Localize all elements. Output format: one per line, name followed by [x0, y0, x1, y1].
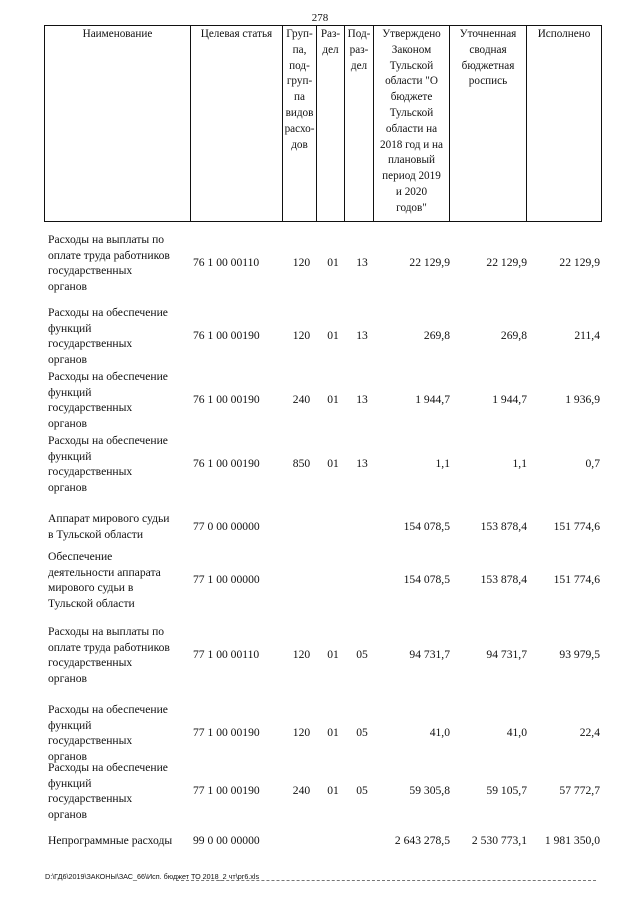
row-name: Расходы на обеспечение функций государственных органов [48, 434, 168, 494]
table-header [44, 25, 602, 222]
row-name: Расходы на обеспечение функций государственных органов [48, 761, 168, 821]
page-number: 278 [311, 12, 329, 24]
row-name: Расходы на обеспечение функций государственных органов [48, 703, 168, 763]
row-subsection: 05 [356, 726, 368, 739]
row-section: 01 [327, 256, 339, 269]
row-expense-group: 120 [292, 256, 311, 269]
row-target-article: 76 1 00 00190 [193, 393, 260, 406]
row-approved: 59 305,8 [409, 784, 450, 797]
header-target-article: Целевая статья [191, 26, 283, 222]
header-approved: Утверждено Законом Тульской области "О бюджете Тульской области на 2018 год и на плановый период 2019 и 2020 годов" [374, 26, 450, 222]
row-specified: 22 129,9 [486, 256, 527, 269]
row-expense-group: 240 [292, 784, 311, 797]
row-specified: 269,8 [500, 329, 527, 342]
row-executed: 22,4 [579, 726, 600, 739]
header-subsection: Под- раз- дел [345, 26, 374, 222]
row-name: Расходы на обеспечение функций государственных органов [48, 370, 168, 430]
header-section: Раз- дел [317, 26, 345, 222]
row-section: 01 [327, 784, 339, 797]
row-target-article: 77 0 00 00000 [193, 520, 260, 533]
row-approved: 269,8 [423, 329, 450, 342]
header-specified: Уточненная сводная бюджетная роспись [450, 26, 527, 222]
row-subsection: 13 [356, 329, 368, 342]
row-name: Расходы на выплаты по оплате труда работников государственных органов [48, 233, 170, 293]
row-subsection: 13 [356, 256, 368, 269]
row-executed: 151 774,6 [553, 573, 600, 586]
row-approved: 2 643 278,5 [394, 834, 450, 847]
row-target-article: 77 1 00 00190 [193, 784, 260, 797]
row-target-article: 77 1 00 00110 [193, 648, 260, 661]
header-executed: Исполнено [527, 26, 602, 222]
row-executed: 0,7 [585, 457, 600, 470]
row-section: 01 [327, 393, 339, 406]
header-name: Наименование [45, 26, 191, 222]
footer-divider [176, 880, 596, 882]
row-section: 01 [327, 329, 339, 342]
row-target-article: 99 0 00 00000 [193, 834, 260, 847]
row-executed: 151 774,6 [553, 520, 600, 533]
row-target-article: 76 1 00 00110 [193, 256, 260, 269]
row-name: Расходы на выплаты по оплате труда работников государственных органов [48, 625, 170, 685]
row-target-article: 77 1 00 00000 [193, 573, 260, 586]
row-specified: 1,1 [512, 457, 527, 470]
row-approved: 1,1 [435, 457, 450, 470]
row-specified: 41,0 [506, 726, 527, 739]
row-section: 01 [327, 726, 339, 739]
row-name: Обеспечение деятельности аппарата мирового судьи в Тульской области [48, 550, 161, 610]
footer-file-path: D:\ГД6\2019\ЗАКОНЫ\ЗАС_66\Исп. бюджет ТО 2018_2 чт\рг6.xls [45, 872, 260, 881]
row-subsection: 13 [356, 457, 368, 470]
row-approved: 22 129,9 [409, 256, 450, 269]
row-subsection: 05 [356, 784, 368, 797]
header-expense-group: Груп- па, под- груп- па видов расхо- дов [283, 26, 317, 222]
row-executed: 1 981 350,0 [544, 834, 600, 847]
row-specified: 59 105,7 [486, 784, 527, 797]
row-executed: 1 936,9 [565, 393, 600, 406]
row-approved: 94 731,7 [409, 648, 450, 661]
row-approved: 1 944,7 [415, 393, 450, 406]
row-executed: 93 979,5 [559, 648, 600, 661]
row-section: 01 [327, 457, 339, 470]
row-expense-group: 120 [292, 648, 311, 661]
row-expense-group: 240 [292, 393, 311, 406]
row-specified: 2 530 773,1 [471, 834, 527, 847]
row-target-article: 76 1 00 00190 [193, 457, 260, 470]
row-expense-group: 120 [292, 726, 311, 739]
row-name: Аппарат мирового судьи в Тульской области [48, 512, 170, 541]
row-specified: 1 944,7 [492, 393, 527, 406]
row-approved: 154 078,5 [403, 573, 450, 586]
row-section: 01 [327, 648, 339, 661]
row-approved: 154 078,5 [403, 520, 450, 533]
row-specified: 153 878,4 [480, 520, 527, 533]
row-executed: 57 772,7 [559, 784, 600, 797]
row-name: Расходы на обеспечение функций государственных органов [48, 306, 168, 366]
row-approved: 41,0 [429, 726, 450, 739]
row-expense-group: 120 [292, 329, 311, 342]
row-subsection: 05 [356, 648, 368, 661]
row-executed: 22 129,9 [559, 256, 600, 269]
row-target-article: 76 1 00 00190 [193, 329, 260, 342]
row-specified: 94 731,7 [486, 648, 527, 661]
row-specified: 153 878,4 [480, 573, 527, 586]
row-target-article: 77 1 00 00190 [193, 726, 260, 739]
row-subsection: 13 [356, 393, 368, 406]
row-name: Непрограммные расходы [48, 834, 173, 847]
row-executed: 211,4 [574, 329, 600, 342]
row-expense-group: 850 [292, 457, 311, 470]
